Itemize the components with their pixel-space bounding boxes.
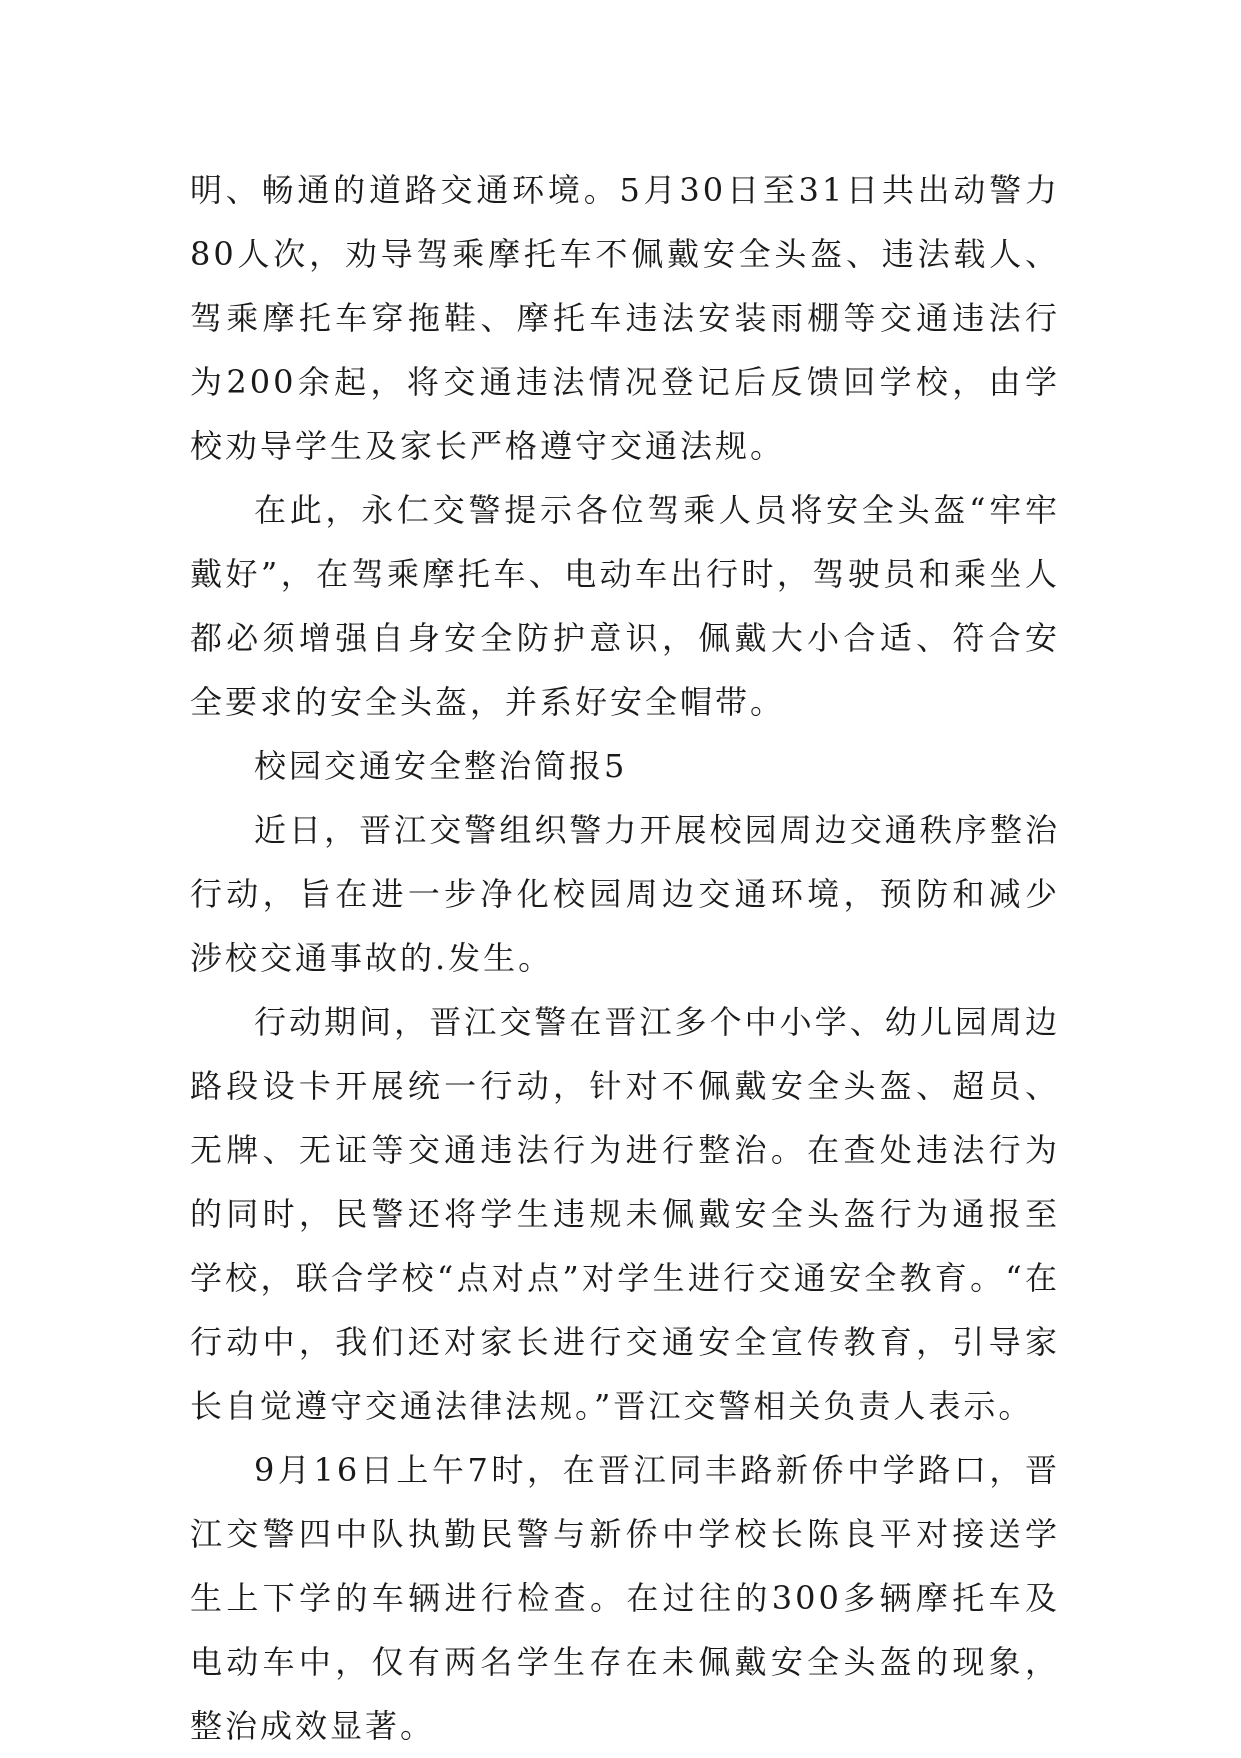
document-body	[190, 158, 1060, 1758]
paragraph-recent-action: 近日，晋江交警组织警力开展校园周边交通秩序整治行动，旨在进一步净化校园周边交通环境，预防和减少涉校交通事故的.发生。	[190, 811, 1060, 977]
section-heading: 校园交通安全整治简报5	[254, 747, 628, 785]
paragraph-continued: 明、畅通的道路交通环境。5月30日至31日共出动警力80人次，劝导驾乘摩托车不佩戴安全头盔、违法载人、驾乘摩托车穿拖鞋、摩托车违法安装雨棚等交通违法行为200余起，将交通违法情况登记后反馈回学校，由学校劝导学生及家长严格遵守交通法规。	[190, 171, 1060, 465]
paragraph-helmet-reminder: 在此，永仁交警提示各位驾乘人员将安全头盔“牢牢戴好”，在驾乘摩托车、电动车出行时，驾驶员和乘坐人都必须增强自身安全防护意识，佩戴大小合适、符合安全要求的安全头盔，并系好安全帽带。	[190, 491, 1060, 721]
paragraph-action-period: 行动期间，晋江交警在晋江多个中小学、幼儿园周边路段设卡开展统一行动，针对不佩戴安全头盔、超员、无牌、无证等交通违法行为进行整治。在查处违法行为的同时，民警还将学生违规未佩戴安全头盔行为通报至学校，联合学校“点对点”对学生进行交通安全教育。“在行动中，我们还对家长进行交通安全宣传教育，引导家长自觉遵守交通法律法规。”晋江交警相关负责人表示。	[190, 1003, 1060, 1425]
paragraph-inspection: 9月16日上午7时，在晋江同丰路新侨中学路口，晋江交警四中队执勤民警与新侨中学校长陈良平对接送学生上下学的车辆进行检查。在过往的300多辆摩托车及电动车中，仅有两名学生存在未佩戴安全头盔的现象，整治成效显著。	[190, 1451, 1060, 1745]
